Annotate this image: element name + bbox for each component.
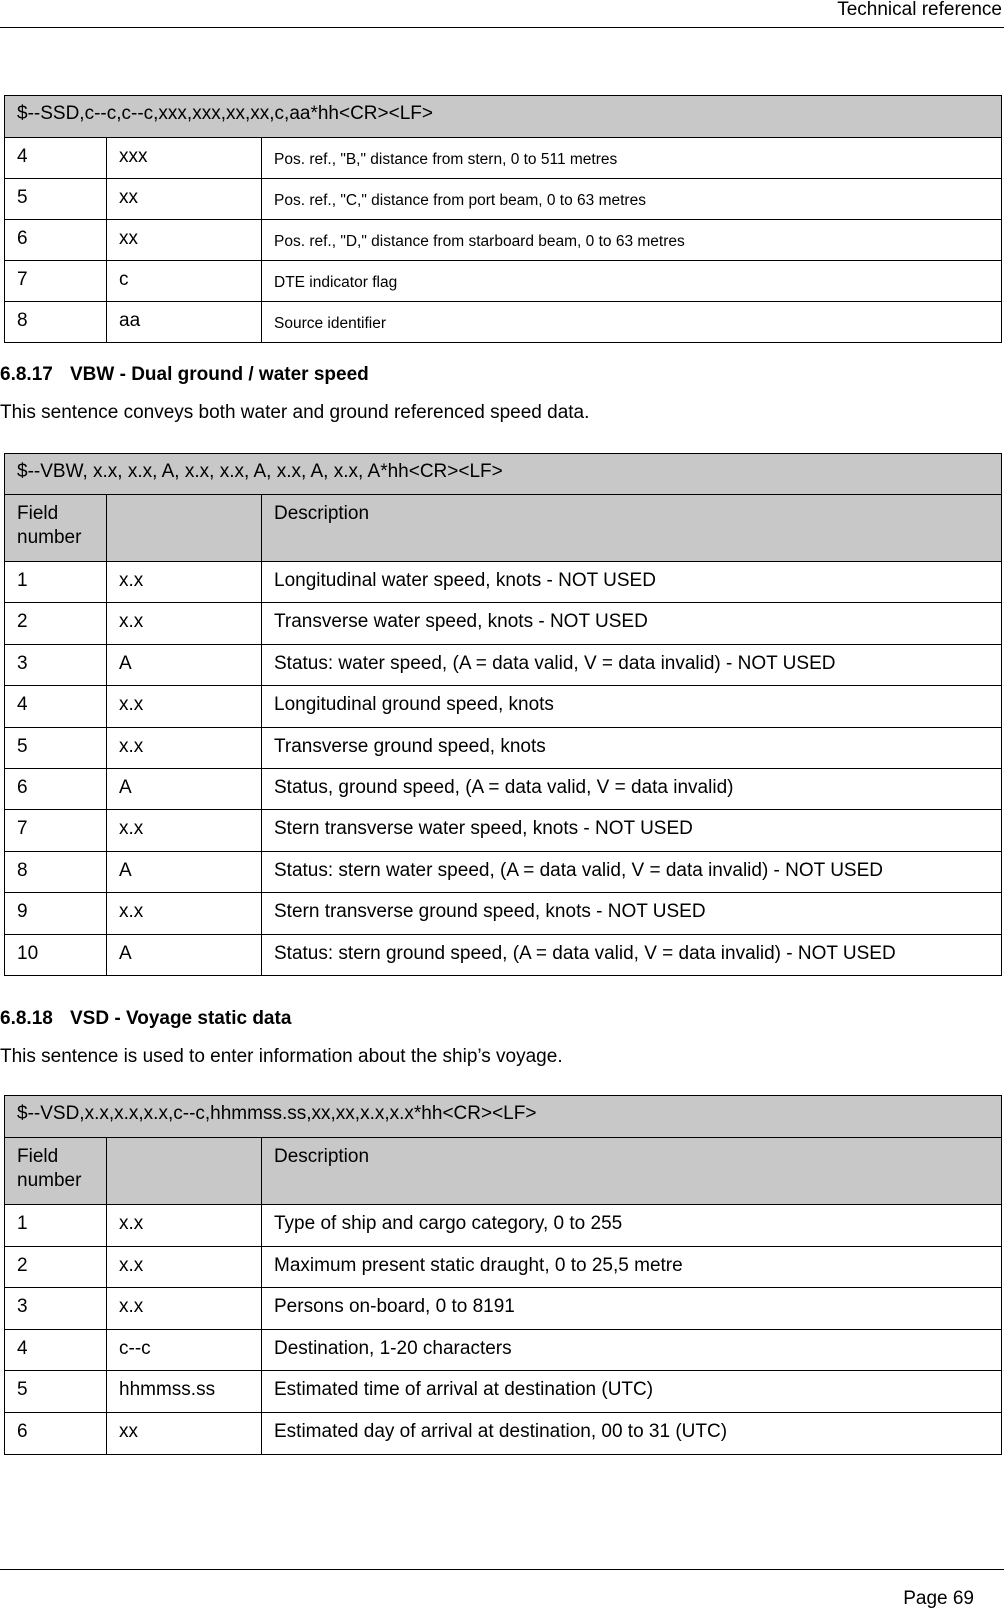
field-format: x.x — [107, 1246, 262, 1288]
vbw-sentence-row — [5, 454, 1002, 495]
field-number: 1 — [5, 1205, 107, 1247]
table-row — [5, 934, 1002, 975]
table-row — [5, 810, 1002, 851]
field-number: 8 — [5, 851, 107, 892]
section-text-vsd: This sentence is used to enter information about the ship’s voyage. — [0, 1046, 563, 1067]
field-format: x.x — [107, 1205, 262, 1247]
field-description: Estimated time of arrival at destination (UTC) — [262, 1371, 1002, 1413]
section-number: 6.8.18 — [0, 1008, 53, 1029]
field-description: Maximum present static draught, 0 to 25,5 metre — [262, 1246, 1002, 1288]
table-row — [5, 727, 1002, 768]
table-row — [5, 220, 1002, 261]
field-number: 4 — [5, 686, 107, 727]
field-number: 6 — [5, 768, 107, 809]
field-description: Estimated day of arrival at destination, 00 to 31 (UTC) — [262, 1412, 1002, 1454]
field-description: Status, ground speed, (A = data valid, V = data invalid) — [262, 768, 1002, 809]
section-title: VSD - Voyage static data — [70, 1008, 292, 1029]
field-number: 7 — [5, 261, 107, 302]
table-row — [5, 768, 1002, 809]
field-format: x.x — [107, 810, 262, 851]
section-number: 6.8.17 — [0, 364, 53, 385]
table-row — [5, 851, 1002, 892]
field-description: Pos. ref., "C," distance from port beam, 0 to 63 metres — [262, 179, 1002, 220]
table-row — [5, 302, 1002, 343]
field-number: 3 — [5, 1288, 107, 1330]
field-format: x.x — [107, 686, 262, 727]
table-header-row — [5, 495, 1002, 562]
table-row — [5, 261, 1002, 302]
field-description: Type of ship and cargo category, 0 to 255 — [262, 1205, 1002, 1247]
header-format — [107, 495, 262, 562]
table-row — [5, 1329, 1002, 1371]
field-description: Longitudinal water speed, knots - NOT USED — [262, 562, 1002, 603]
ssd-sentence-row — [5, 96, 1002, 138]
header-title: Technical reference — [837, 0, 1002, 20]
ssd-table — [4, 95, 1002, 343]
field-number: 5 — [5, 1371, 107, 1413]
field-format: xx — [107, 1412, 262, 1454]
field-number: 6 — [5, 220, 107, 261]
table-row — [5, 686, 1002, 727]
field-number: 10 — [5, 934, 107, 975]
field-number: 4 — [5, 1329, 107, 1371]
table-row — [5, 893, 1002, 934]
vbw-sentence: $--VBW, x.x, x.x, A, x.x, x.x, A, x.x, A, x.x, A*hh<CR><LF> — [5, 454, 1002, 495]
field-description: Transverse ground speed, knots — [262, 727, 1002, 768]
field-description: Stern transverse ground speed, knots - NOT USED — [262, 893, 1002, 934]
field-format: xxx — [107, 138, 262, 179]
field-number: 2 — [5, 1246, 107, 1288]
page-header — [0, 0, 1004, 28]
field-format: A — [107, 644, 262, 685]
page-number: Page 69 — [903, 1588, 974, 1609]
field-format: aa — [107, 302, 262, 343]
field-format: xx — [107, 179, 262, 220]
header-field-number: Field number — [5, 495, 107, 562]
field-description: Source identifier — [262, 302, 1002, 343]
section-title: VBW - Dual ground / water speed — [70, 364, 369, 385]
ssd-sentence: $--SSD,c--c,c--c,xxx,xxx,xx,xx,c,aa*hh<CR><LF> — [5, 96, 1002, 138]
field-description: Pos. ref., "D," distance from starboard beam, 0 to 63 metres — [262, 220, 1002, 261]
field-format: x.x — [107, 893, 262, 934]
field-format: x.x — [107, 1288, 262, 1330]
field-format: x.x — [107, 562, 262, 603]
field-description: Longitudinal ground speed, knots — [262, 686, 1002, 727]
field-format: A — [107, 934, 262, 975]
header-format — [107, 1138, 262, 1205]
field-format: x.x — [107, 727, 262, 768]
table-row — [5, 1246, 1002, 1288]
field-format: A — [107, 851, 262, 892]
field-number: 2 — [5, 603, 107, 644]
table-row — [5, 1205, 1002, 1247]
table-row — [5, 603, 1002, 644]
header-description: Description — [262, 495, 1002, 562]
field-description: DTE indicator flag — [262, 261, 1002, 302]
table-row — [5, 1288, 1002, 1330]
header-description: Description — [262, 1138, 1002, 1205]
section-heading-vbw — [0, 363, 369, 387]
vsd-sentence: $--VSD,x.x,x.x,x.x,c--c,hhmmss.ss,xx,xx,x.x,x.x*hh<CR><LF> — [5, 1096, 1002, 1138]
section-heading-vsd — [0, 1007, 291, 1031]
table-row — [5, 179, 1002, 220]
vsd-table — [4, 1095, 1002, 1455]
table-row — [5, 644, 1002, 685]
field-number: 1 — [5, 562, 107, 603]
field-description: Status: stern ground speed, (A = data valid, V = data invalid) - NOT USED — [262, 934, 1002, 975]
field-number: 3 — [5, 644, 107, 685]
field-number: 5 — [5, 727, 107, 768]
table-row — [5, 1371, 1002, 1413]
field-format: x.x — [107, 603, 262, 644]
table-row — [5, 138, 1002, 179]
section-text-vbw: This sentence conveys both water and ground referenced speed data. — [0, 402, 590, 423]
field-number: 5 — [5, 179, 107, 220]
field-number: 9 — [5, 893, 107, 934]
page-footer — [0, 1569, 1004, 1617]
field-description: Stern transverse water speed, knots - NOT USED — [262, 810, 1002, 851]
field-number: 4 — [5, 138, 107, 179]
field-description: Destination, 1-20 characters — [262, 1329, 1002, 1371]
field-format: c--c — [107, 1329, 262, 1371]
field-description: Status: water speed, (A = data valid, V = data invalid) - NOT USED — [262, 644, 1002, 685]
table-row — [5, 1412, 1002, 1454]
table-header-row — [5, 1138, 1002, 1205]
field-format: c — [107, 261, 262, 302]
field-format: xx — [107, 220, 262, 261]
field-number: 8 — [5, 302, 107, 343]
vsd-sentence-row — [5, 1096, 1002, 1138]
field-description: Transverse water speed, knots - NOT USED — [262, 603, 1002, 644]
field-format: hhmmss.ss — [107, 1371, 262, 1413]
vbw-table — [4, 453, 1002, 976]
field-description: Status: stern water speed, (A = data valid, V = data invalid) - NOT USED — [262, 851, 1002, 892]
field-format: A — [107, 768, 262, 809]
header-field-number: Field number — [5, 1138, 107, 1205]
field-number: 7 — [5, 810, 107, 851]
field-description: Pos. ref., "B," distance from stern, 0 to 511 metres — [262, 138, 1002, 179]
field-number: 6 — [5, 1412, 107, 1454]
table-row — [5, 562, 1002, 603]
field-description: Persons on-board, 0 to 8191 — [262, 1288, 1002, 1330]
